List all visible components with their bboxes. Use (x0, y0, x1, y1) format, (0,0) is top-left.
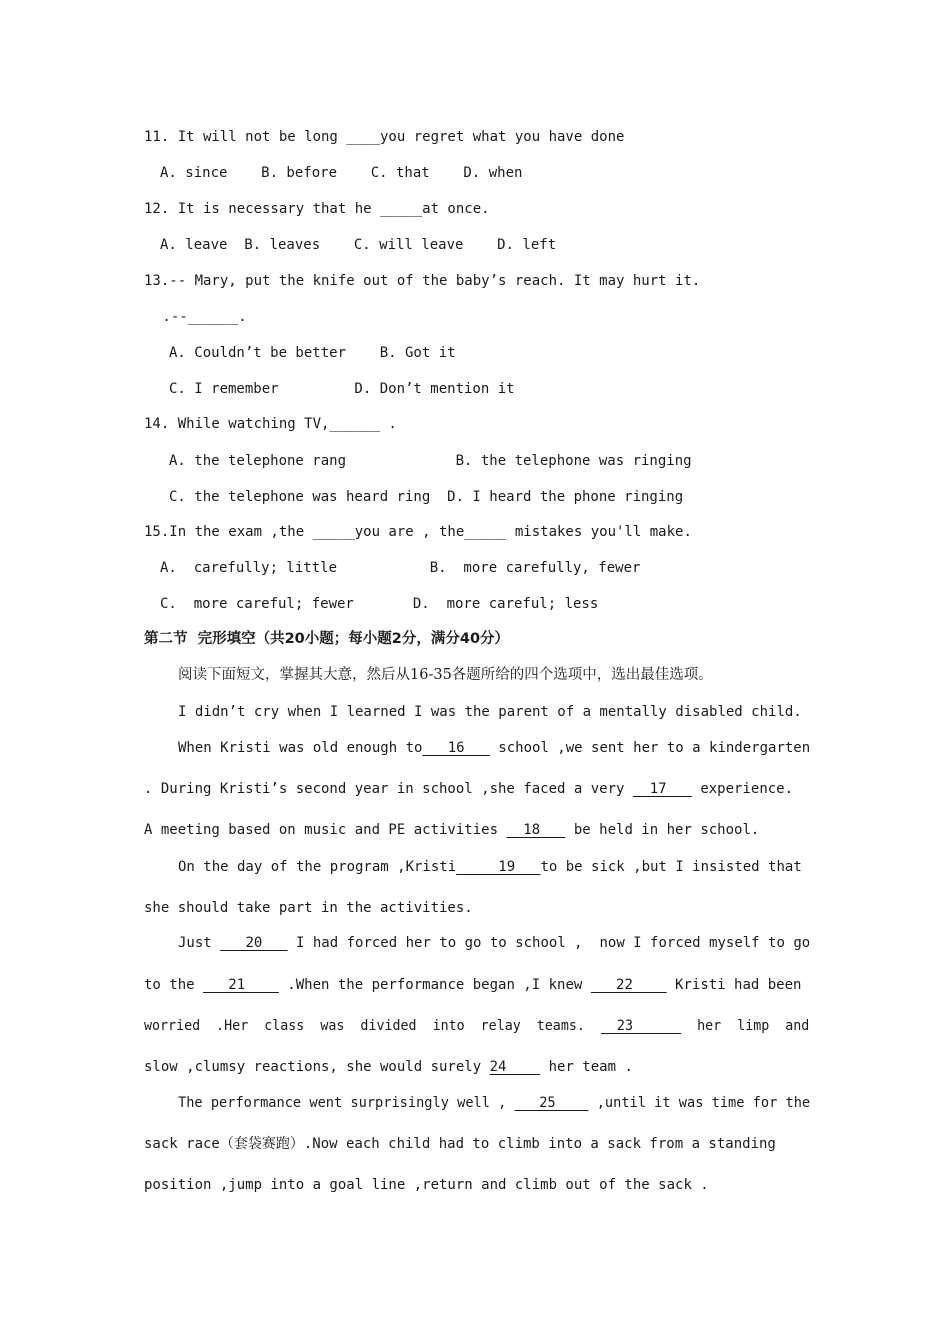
passage-text: . During Kristi’s second year in school ,she faced a very (144, 781, 633, 797)
blank-19: 19 (456, 859, 541, 875)
passage-text: worried .Her class was divided into relay teams. (144, 1018, 601, 1034)
passage-line-10 (144, 1057, 633, 1077)
question-13-options-row-1: A. Couldn’t be better B. Got it (169, 345, 456, 361)
question-13-stem: 13.-- Mary, put the knife out of the baby’s reach. It may hurt it. (144, 273, 701, 289)
passage-text: slow ,clumsy reactions, she would surely (144, 1059, 490, 1075)
blank-18: 18 (506, 822, 566, 838)
passage-line-5 (178, 857, 802, 877)
passage-text: experience. (691, 781, 794, 797)
passage-line-7 (178, 933, 810, 953)
passage-line-6: she should take part in the activities. (144, 900, 473, 916)
question-12-stem: 12. It is necessary that he _____at once. (144, 201, 490, 217)
passage-line-9 (144, 1016, 809, 1036)
passage-line-4 (144, 820, 759, 840)
passage-line-2 (178, 738, 810, 758)
passage-line-11 (178, 1093, 810, 1113)
passage-text: When Kristi was old enough to (178, 740, 423, 756)
blank-20: 20 (220, 935, 288, 951)
question-15-options-row-2: C. more careful; fewer D. more careful; less (160, 596, 599, 612)
section-instruction: 阅读下面短文，掌握其大意，然后从16-35各题所给的四个选项中，选出最佳选项。 (178, 667, 713, 683)
question-15-options-row-1: A. carefully; little B. more carefully, fewer (160, 560, 641, 576)
passage-text: her team . (540, 1059, 633, 1075)
passage-text: On the day of the program ,Kristi (178, 859, 457, 875)
question-11-options: A. since B. before C. that D. when (160, 165, 523, 181)
blank-22: 22 (590, 977, 667, 993)
question-11-stem: 11. It will not be long ____you regret what you have done (144, 129, 625, 145)
passage-text: ,until it was time for the (588, 1095, 811, 1111)
blank-21: 21 (203, 977, 279, 993)
passage-text: to be sick ,but I insisted that (540, 859, 802, 875)
passage-text: A meeting based on music and PE activities (144, 822, 507, 838)
passage-text: school ,we sent her to a kindergarten (489, 740, 811, 756)
blank-17: 17 (632, 781, 692, 797)
question-14-stem: 14. While watching TV,______ . (144, 416, 397, 432)
question-12-options: A. leave B. leaves C. will leave D. left (160, 237, 557, 253)
passage-line-3 (144, 779, 793, 799)
passage-text: Just (178, 935, 221, 951)
blank-25: 25 (514, 1095, 589, 1111)
question-15-stem: 15.In the exam ,the _____you are , the_____ mistakes you'll make. (144, 524, 692, 540)
blank-16: 16 (422, 740, 490, 756)
passage-line-13: position ,jump into a goal line ,return and climb out of the sack . (144, 1177, 709, 1193)
passage-text: I had forced her to go to school , now I forced myself to go (287, 935, 811, 951)
passage-text: her limp and (681, 1018, 810, 1034)
question-14-options-row-2: C. the telephone was heard ring D. I heard the phone ringing (169, 489, 684, 505)
passage-line-8 (144, 975, 801, 995)
passage-line-12: sack race（套袋赛跑）.Now each child had to climb into a sack from a standing (144, 1136, 776, 1152)
blank-24: 24 (489, 1059, 541, 1075)
passage-text: Kristi had been (666, 977, 802, 993)
passage-text: to the (144, 977, 204, 993)
section-heading: 第二节 完形填空（共20小题；每小题2分，满分40分） (144, 631, 510, 647)
question-13-options-row-2: C. I remember D. Don’t mention it (169, 381, 515, 397)
question-13-reply: .--______. (154, 309, 247, 325)
question-14-options-row-1: A. the telephone rang B. the telephone was ringing (169, 453, 692, 469)
blank-23: 23 (600, 1018, 682, 1034)
passage-text: .When the performance began ,I knew (278, 977, 591, 993)
passage-text: The performance went surprisingly well , (178, 1095, 515, 1111)
passage-line-1: I didn’t cry when I learned I was the parent of a mentally disabled child. (178, 704, 802, 720)
passage-text: be held in her school. (565, 822, 760, 838)
